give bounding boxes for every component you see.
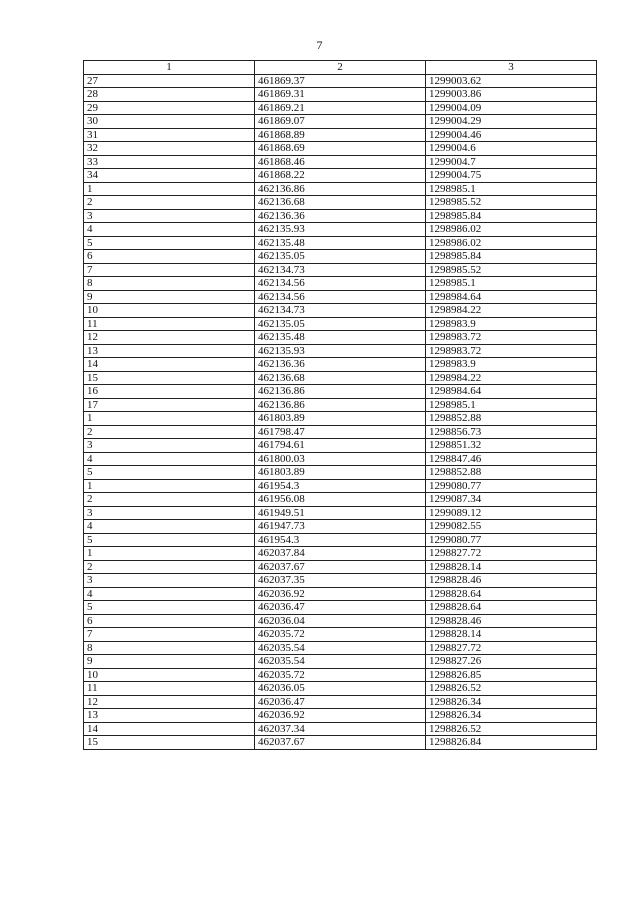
y-coordinate-cell: 1298826.84 <box>426 736 597 750</box>
y-coordinate-cell: 1298826.34 <box>426 709 597 723</box>
point-number-cell: 3 <box>84 439 255 453</box>
x-coordinate-cell: 462134.56 <box>255 277 426 291</box>
table-row <box>84 452 597 466</box>
point-number-cell: 7 <box>84 263 255 277</box>
y-coordinate-cell: 1299004.46 <box>426 128 597 142</box>
y-coordinate-cell: 1298827.72 <box>426 641 597 655</box>
point-number-cell: 12 <box>84 331 255 345</box>
x-coordinate-cell: 462036.05 <box>255 682 426 696</box>
y-coordinate-cell: 1298828.14 <box>426 560 597 574</box>
column-header-3: 3 <box>426 61 597 75</box>
x-coordinate-cell: 461947.73 <box>255 520 426 534</box>
point-number-cell: 31 <box>84 128 255 142</box>
table-row <box>84 493 597 507</box>
x-coordinate-cell: 462134.73 <box>255 304 426 318</box>
y-coordinate-cell: 1298828.64 <box>426 601 597 615</box>
x-coordinate-cell: 461803.89 <box>255 466 426 480</box>
table-row <box>84 331 597 345</box>
point-number-cell: 4 <box>84 223 255 237</box>
x-coordinate-cell: 462136.36 <box>255 358 426 372</box>
table-row <box>84 479 597 493</box>
point-number-cell: 16 <box>84 385 255 399</box>
x-coordinate-cell: 461868.46 <box>255 155 426 169</box>
table-row <box>84 601 597 615</box>
y-coordinate-cell: 1299004.7 <box>426 155 597 169</box>
y-coordinate-cell: 1298826.85 <box>426 668 597 682</box>
table-row <box>84 88 597 102</box>
table-row <box>84 317 597 331</box>
point-number-cell: 7 <box>84 628 255 642</box>
point-number-cell: 4 <box>84 520 255 534</box>
x-coordinate-cell: 462037.84 <box>255 547 426 561</box>
y-coordinate-cell: 1299080.77 <box>426 479 597 493</box>
y-coordinate-cell: 1299004.6 <box>426 142 597 156</box>
point-number-cell: 27 <box>84 74 255 88</box>
x-coordinate-cell: 462135.05 <box>255 317 426 331</box>
table-row <box>84 682 597 696</box>
point-number-cell: 12 <box>84 695 255 709</box>
point-number-cell: 4 <box>84 587 255 601</box>
x-coordinate-cell: 461954.3 <box>255 479 426 493</box>
x-coordinate-cell: 462136.86 <box>255 182 426 196</box>
point-number-cell: 10 <box>84 668 255 682</box>
x-coordinate-cell: 461798.47 <box>255 425 426 439</box>
point-number-cell: 4 <box>84 452 255 466</box>
x-coordinate-cell: 461869.21 <box>255 101 426 115</box>
y-coordinate-cell: 1298828.46 <box>426 574 597 588</box>
point-number-cell: 3 <box>84 506 255 520</box>
x-coordinate-cell: 461868.89 <box>255 128 426 142</box>
x-coordinate-cell: 462135.48 <box>255 331 426 345</box>
table-row <box>84 695 597 709</box>
point-number-cell: 11 <box>84 317 255 331</box>
x-coordinate-cell: 462135.93 <box>255 223 426 237</box>
y-coordinate-cell: 1299004.09 <box>426 101 597 115</box>
y-coordinate-cell: 1298984.22 <box>426 371 597 385</box>
table-row <box>84 101 597 115</box>
table-row <box>84 128 597 142</box>
y-coordinate-cell: 1298826.52 <box>426 722 597 736</box>
x-coordinate-cell: 461869.07 <box>255 115 426 129</box>
point-number-cell: 29 <box>84 101 255 115</box>
y-coordinate-cell: 1298827.72 <box>426 547 597 561</box>
point-number-cell: 9 <box>84 655 255 669</box>
x-coordinate-cell: 461954.3 <box>255 533 426 547</box>
y-coordinate-cell: 1298984.22 <box>426 304 597 318</box>
table-row <box>84 533 597 547</box>
point-number-cell: 5 <box>84 466 255 480</box>
y-coordinate-cell: 1299004.75 <box>426 169 597 183</box>
point-number-cell: 10 <box>84 304 255 318</box>
point-number-cell: 13 <box>84 709 255 723</box>
point-number-cell: 2 <box>84 560 255 574</box>
table-row <box>84 628 597 642</box>
x-coordinate-cell: 462035.54 <box>255 655 426 669</box>
table-row <box>84 223 597 237</box>
point-number-cell: 33 <box>84 155 255 169</box>
x-coordinate-cell: 461868.22 <box>255 169 426 183</box>
table-row <box>84 412 597 426</box>
point-number-cell: 5 <box>84 236 255 250</box>
table-row <box>84 263 597 277</box>
table-row <box>84 722 597 736</box>
y-coordinate-cell: 1298985.52 <box>426 196 597 210</box>
x-coordinate-cell: 462035.72 <box>255 668 426 682</box>
point-number-cell: 14 <box>84 358 255 372</box>
point-number-cell: 6 <box>84 250 255 264</box>
table-body <box>84 74 597 749</box>
table-row <box>84 277 597 291</box>
y-coordinate-cell: 1298828.46 <box>426 614 597 628</box>
table-row <box>84 547 597 561</box>
x-coordinate-cell: 462135.93 <box>255 344 426 358</box>
table-row <box>84 371 597 385</box>
y-coordinate-cell: 1298985.52 <box>426 263 597 277</box>
x-coordinate-cell: 462036.47 <box>255 601 426 615</box>
x-coordinate-cell: 462136.86 <box>255 398 426 412</box>
y-coordinate-cell: 1298984.64 <box>426 290 597 304</box>
column-header-2: 2 <box>255 61 426 75</box>
point-number-cell: 30 <box>84 115 255 129</box>
table-row <box>84 385 597 399</box>
x-coordinate-cell: 462136.68 <box>255 196 426 210</box>
y-coordinate-cell: 1298852.88 <box>426 412 597 426</box>
y-coordinate-cell: 1298985.1 <box>426 277 597 291</box>
table-row <box>84 655 597 669</box>
x-coordinate-cell: 462037.67 <box>255 736 426 750</box>
y-coordinate-cell: 1298828.14 <box>426 628 597 642</box>
x-coordinate-cell: 461949.51 <box>255 506 426 520</box>
point-number-cell: 5 <box>84 601 255 615</box>
point-number-cell: 15 <box>84 736 255 750</box>
x-coordinate-cell: 462136.36 <box>255 209 426 223</box>
x-coordinate-cell: 461800.03 <box>255 452 426 466</box>
point-number-cell: 8 <box>84 277 255 291</box>
y-coordinate-cell: 1298985.84 <box>426 250 597 264</box>
point-number-cell: 14 <box>84 722 255 736</box>
point-number-cell: 1 <box>84 412 255 426</box>
point-number-cell: 28 <box>84 88 255 102</box>
y-coordinate-cell: 1299080.77 <box>426 533 597 547</box>
x-coordinate-cell: 462036.92 <box>255 587 426 601</box>
table-row <box>84 736 597 750</box>
y-coordinate-cell: 1298985.1 <box>426 182 597 196</box>
point-number-cell: 5 <box>84 533 255 547</box>
table-row <box>84 155 597 169</box>
table-row <box>84 290 597 304</box>
table-row <box>84 74 597 88</box>
x-coordinate-cell: 462036.92 <box>255 709 426 723</box>
table-row <box>84 614 597 628</box>
point-number-cell: 15 <box>84 371 255 385</box>
x-coordinate-cell: 462037.35 <box>255 574 426 588</box>
column-header-1: 1 <box>84 61 255 75</box>
y-coordinate-cell: 1298847.46 <box>426 452 597 466</box>
point-number-cell: 2 <box>84 196 255 210</box>
x-coordinate-cell: 461868.69 <box>255 142 426 156</box>
point-number-cell: 11 <box>84 682 255 696</box>
y-coordinate-cell: 1298856.73 <box>426 425 597 439</box>
point-number-cell: 1 <box>84 479 255 493</box>
y-coordinate-cell: 1298826.52 <box>426 682 597 696</box>
table-row <box>84 520 597 534</box>
y-coordinate-cell: 1299003.86 <box>426 88 597 102</box>
y-coordinate-cell: 1298827.26 <box>426 655 597 669</box>
y-coordinate-cell: 1298983.72 <box>426 344 597 358</box>
table-row <box>84 398 597 412</box>
x-coordinate-cell: 462036.04 <box>255 614 426 628</box>
table-row <box>84 182 597 196</box>
x-coordinate-cell: 462134.56 <box>255 290 426 304</box>
point-number-cell: 9 <box>84 290 255 304</box>
coordinates-table <box>83 60 597 750</box>
y-coordinate-cell: 1299089.12 <box>426 506 597 520</box>
y-coordinate-cell: 1299004.29 <box>426 115 597 129</box>
y-coordinate-cell: 1298985.1 <box>426 398 597 412</box>
point-number-cell: 3 <box>84 574 255 588</box>
point-number-cell: 32 <box>84 142 255 156</box>
point-number-cell: 3 <box>84 209 255 223</box>
x-coordinate-cell: 462135.05 <box>255 250 426 264</box>
table-row <box>84 425 597 439</box>
x-coordinate-cell: 461803.89 <box>255 412 426 426</box>
y-coordinate-cell: 1299082.55 <box>426 520 597 534</box>
table-row <box>84 304 597 318</box>
table-row <box>84 250 597 264</box>
table-row <box>84 344 597 358</box>
y-coordinate-cell: 1298828.64 <box>426 587 597 601</box>
table-row <box>84 236 597 250</box>
table-row <box>84 358 597 372</box>
y-coordinate-cell: 1298852.88 <box>426 466 597 480</box>
x-coordinate-cell: 461794.61 <box>255 439 426 453</box>
table-row <box>84 466 597 480</box>
x-coordinate-cell: 462035.72 <box>255 628 426 642</box>
x-coordinate-cell: 462037.67 <box>255 560 426 574</box>
x-coordinate-cell: 461869.31 <box>255 88 426 102</box>
table-row <box>84 709 597 723</box>
point-number-cell: 6 <box>84 614 255 628</box>
y-coordinate-cell: 1298983.72 <box>426 331 597 345</box>
y-coordinate-cell: 1298851.32 <box>426 439 597 453</box>
table-row <box>84 641 597 655</box>
table-row <box>84 169 597 183</box>
x-coordinate-cell: 461869.37 <box>255 74 426 88</box>
table-row <box>84 587 597 601</box>
x-coordinate-cell: 462135.48 <box>255 236 426 250</box>
point-number-cell: 34 <box>84 169 255 183</box>
y-coordinate-cell: 1298984.64 <box>426 385 597 399</box>
point-number-cell: 1 <box>84 547 255 561</box>
y-coordinate-cell: 1298983.9 <box>426 358 597 372</box>
y-coordinate-cell: 1298986.02 <box>426 223 597 237</box>
table-row <box>84 196 597 210</box>
table-row <box>84 560 597 574</box>
y-coordinate-cell: 1298985.84 <box>426 209 597 223</box>
x-coordinate-cell: 461956.08 <box>255 493 426 507</box>
y-coordinate-cell: 1298986.02 <box>426 236 597 250</box>
x-coordinate-cell: 462035.54 <box>255 641 426 655</box>
x-coordinate-cell: 462136.68 <box>255 371 426 385</box>
x-coordinate-cell: 462037.34 <box>255 722 426 736</box>
point-number-cell: 2 <box>84 425 255 439</box>
x-coordinate-cell: 462136.86 <box>255 385 426 399</box>
point-number-cell: 13 <box>84 344 255 358</box>
table-row <box>84 209 597 223</box>
y-coordinate-cell: 1299087.34 <box>426 493 597 507</box>
table-row <box>84 115 597 129</box>
y-coordinate-cell: 1298826.34 <box>426 695 597 709</box>
table-row <box>84 439 597 453</box>
table-row <box>84 668 597 682</box>
table-row <box>84 506 597 520</box>
y-coordinate-cell: 1298983.9 <box>426 317 597 331</box>
table-header-row <box>84 61 597 75</box>
point-number-cell: 2 <box>84 493 255 507</box>
x-coordinate-cell: 462036.47 <box>255 695 426 709</box>
point-number-cell: 1 <box>84 182 255 196</box>
point-number-cell: 17 <box>84 398 255 412</box>
table-row <box>84 142 597 156</box>
page-number: 7 <box>316 38 323 52</box>
table-row <box>84 574 597 588</box>
y-coordinate-cell: 1299003.62 <box>426 74 597 88</box>
point-number-cell: 8 <box>84 641 255 655</box>
x-coordinate-cell: 462134.73 <box>255 263 426 277</box>
